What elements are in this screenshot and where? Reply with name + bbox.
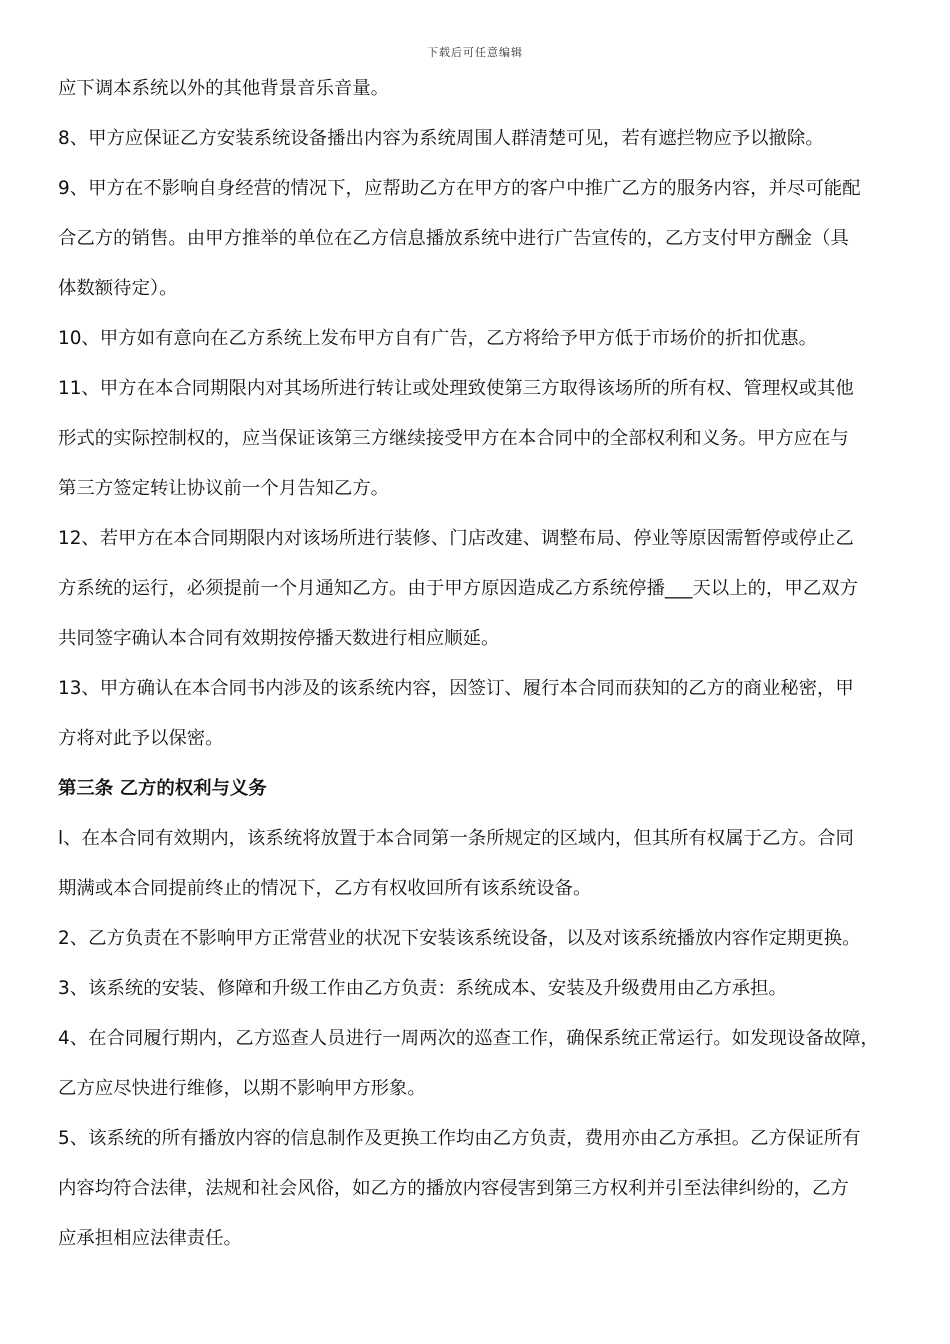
text-line: 方将对此予以保密。 bbox=[58, 728, 224, 749]
text-line: 10、甲方如有意向在乙方系统上发布甲方自有广告，乙方将给予甲方低于市场价的折扣优惠。 bbox=[58, 328, 818, 349]
text-line: 合乙方的销售。由甲方推举的单位在乙方信息播放系统中进行广告宣传的，乙方支付甲方酬金（具 bbox=[58, 228, 849, 249]
document-body bbox=[58, 64, 904, 1264]
text-line: 12、若甲方在本合同期限内对该场所进行装修、门店改建、调整布局、停业等原因需暂停或停止乙 bbox=[58, 528, 854, 549]
text-line: 乙方应尽快进行维修，以期不影响甲方形象。 bbox=[58, 1078, 426, 1099]
text-line: 期满或本合同提前终止的情况下，乙方有权收回所有该系统设备。 bbox=[58, 878, 592, 899]
text-line: 形式的实际控制权的，应当保证该第三方继续接受甲方在本合同中的全部权利和义务。甲方应在与 bbox=[58, 428, 849, 449]
text-line: 应承担相应法律责任。 bbox=[58, 1228, 242, 1249]
text-line: 体数额待定）。 bbox=[58, 278, 178, 299]
section-heading: 第三条 乙方的权利与义务 bbox=[58, 778, 267, 799]
text-line: 8、甲方应保证乙方安装系统设备播出内容为系统周围人群清楚可见，若有遮拦物应予以撤除。 bbox=[58, 128, 824, 149]
text-line: 13、甲方确认在本合同书内涉及的该系统内容，因签订、履行本合同而获知的乙方的商业秘密，甲 bbox=[58, 678, 854, 699]
text-line: 11、甲方在本合同期限内对其场所进行转让或处理致使第三方取得该场所的所有权、管理权或其他 bbox=[58, 378, 854, 399]
text-line: l、在本合同有效期内，该系统将放置于本合同第一条所规定的区域内，但其所有权属于乙方。合同 bbox=[58, 828, 854, 849]
text-line: 方系统的运行，必须提前一个月通知乙方。由于甲方原因造成乙方系统停播___天以上的，甲乙双方 bbox=[58, 578, 858, 599]
text-line: 2、乙方负责在不影响甲方正常营业的状况下安装该系统设备，以及对该系统播放内容作定期更换。 bbox=[58, 928, 861, 949]
text-line: 5、该系统的所有播放内容的信息制作及更换工作均由乙方负责，费用亦由乙方承担。乙方保证所有 bbox=[58, 1128, 861, 1149]
text-line: 9、甲方在不影响自身经营的情况下，应帮助乙方在甲方的客户中推广乙方的服务内容，并尽可能配 bbox=[58, 178, 861, 199]
page-header: 下载后可任意编辑 bbox=[427, 46, 523, 59]
text-line: 共同签字确认本合同有效期按停播天数进行相应顺延。 bbox=[58, 628, 500, 649]
text-line: 应下调本系统以外的其他背景音乐音量。 bbox=[58, 78, 390, 99]
text-line: 第三方签定转让协议前一个月告知乙方。 bbox=[58, 478, 390, 499]
text-line: 内容均符合法律，法规和社会风俗，如乙方的播放内容侵害到第三方权利并引至法律纠纷的，乙方 bbox=[58, 1178, 849, 1199]
text-line: 3、该系统的安装、修障和升级工作由乙方负责：系统成本、安装及升级费用由乙方承担。 bbox=[58, 978, 787, 999]
text-line: 4、在合同履行期内，乙方巡查人员进行一周两次的巡查工作，确保系统正常运行。如发现设备故障， bbox=[58, 1028, 879, 1049]
